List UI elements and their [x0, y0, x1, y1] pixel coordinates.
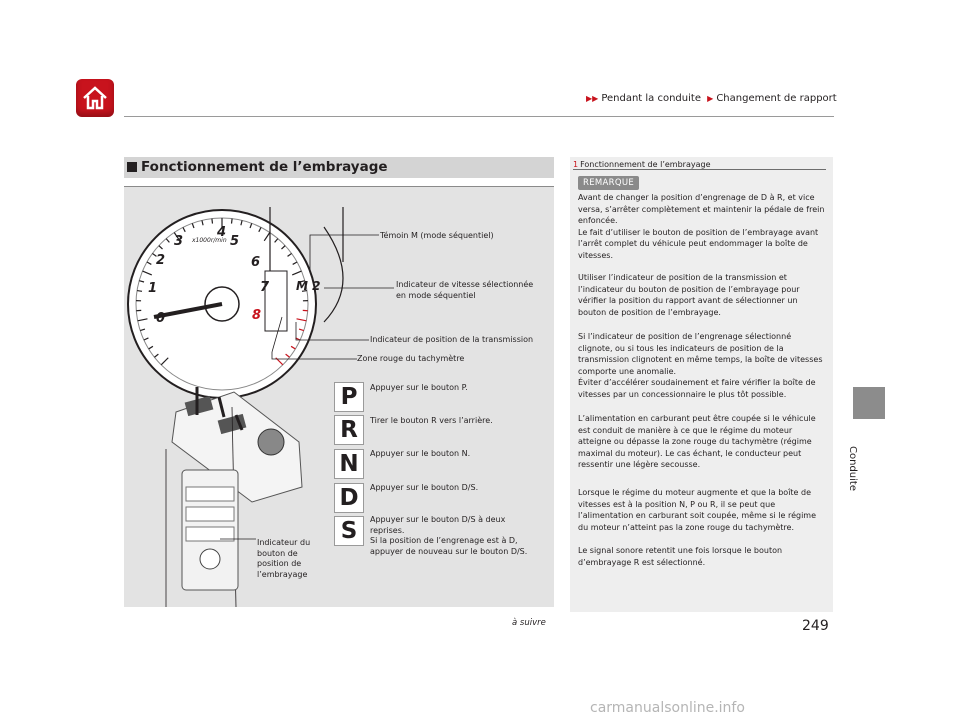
gear-r-icon: R [334, 415, 364, 445]
breadcrumb-item-shifting[interactable]: Changement de rapport [716, 93, 837, 104]
tach-number: 2 [156, 253, 166, 268]
page-number: 249 [802, 618, 829, 634]
clutch-figure [124, 187, 554, 607]
gear-r-instruction: Tirer le bouton R vers l’arrière. [370, 416, 493, 425]
breadcrumb: ▶▶ Pendant la conduite ▶ Changement de rapport [586, 93, 837, 104]
chapter-tab-label: Conduite [847, 446, 858, 491]
gear-d-instruction: Appuyer sur le bouton D/S. [370, 483, 479, 492]
note-paragraph: Si l’indicateur de position de l’engrenage sélectionné clignote, ou si tous les indicateurs de position de la transmission clignotent en même temps, la boîte de vitesses comporte une anomalie. Éviter d’accélérer soudainement et faire vérifier la boîte de vitesses par un concessionnaire le plus tôt possible. [578, 332, 823, 399]
gear-d-icon: D [334, 483, 364, 513]
label-transmission-position-indicator: Indicateur de position de la transmission [370, 335, 534, 344]
chapter-tab[interactable] [853, 387, 885, 419]
tach-number: 7 [260, 280, 270, 295]
label-shift-button-indicator: Indicateur du bouton de position de l’embrayage [257, 538, 311, 579]
note-paragraph: L’alimentation en carburant peut être coupée si le véhicule est conduit de manière à ce que le régime du moteur atteigne ou dépasse la zone rouge du tachymètre (régime maximal du moteur). Le cas échant, le conducteur peut ressentir une légère secousse. [578, 414, 816, 469]
section-bullet [127, 162, 137, 172]
home-icon[interactable] [76, 79, 114, 117]
tach-number: 5 [230, 234, 240, 249]
note-paragraph: Lorsque le régime du moteur augmente et que la boîte de vitesses est à la position N, P ou R, il se peut que l’alimentation en carburant soit coupée, même si le régime du moteur n’atteint pas la zone rouge du tachymètre. [578, 488, 816, 532]
note-paragraph: Utiliser l’indicateur de position de la transmission et l’indicateur du bouton de position de l’embrayage pour vérifier la position du rapport avant de sélectionner un bouton de position de l’embrayage. [578, 273, 800, 317]
gear-n-icon: N [334, 449, 364, 479]
label-selected-gear-indicator: Indicateur de vitesse sélectionnée en mode séquentiel [396, 280, 534, 300]
gear-p-instruction: Appuyer sur le bouton P. [370, 383, 468, 392]
tach-number: 6 [251, 255, 261, 270]
tach-number: 4 [217, 225, 227, 240]
label-tachometer-red-zone: Zone rouge du tachymètre [357, 354, 465, 363]
tach-number: 3 [174, 234, 184, 249]
note-heading [573, 160, 710, 169]
tach-unit: x1000r/min [192, 237, 227, 244]
gear-indicator-display: M 2 [296, 279, 321, 293]
continued-label: à suivre [512, 618, 546, 628]
remarque-badge: REMARQUE [578, 176, 639, 190]
note-rule [573, 169, 826, 170]
breadcrumb-item-driving[interactable]: Pendant la conduite [601, 93, 701, 104]
gear-s-icon: S [334, 516, 364, 546]
tach-number: 0 [156, 311, 166, 326]
note-paragraph: Le signal sonore retentit une fois lorsque le bouton d’embrayage R est sélectionné. [578, 546, 783, 567]
gear-n-instruction: Appuyer sur le bouton N. [370, 449, 471, 458]
note-paragraph: Avant de changer la position d’engrenage de D à R, et vice versa, s’arrêter complètement et maintenir la pédale de frein enfoncée. Le fait d’utiliser le bouton de position de l’embrayage avant l’arrêt complet du véhicule peut endommager la boîte de vitesses. [578, 193, 825, 260]
tach-number: 8 [252, 308, 262, 323]
label-sequential-mode-lamp: Témoin M (mode séquentiel) [380, 231, 494, 240]
watermark: carmanualsonline.info [590, 700, 745, 716]
note-heading-text: Fonctionnement de l’embrayage [580, 160, 711, 169]
gear-p-icon: P [334, 382, 364, 412]
gear-s-instruction: Appuyer sur le bouton D/S à deux reprises. Si la position de l’engrenage est à D, appuyer de nouveau sur le bouton D/S. [370, 515, 528, 556]
header-rule [124, 116, 834, 117]
tach-number: 1 [148, 281, 158, 296]
section-title: Fonctionnement de l’embrayage [141, 159, 388, 175]
note-number: 1 [573, 160, 579, 169]
